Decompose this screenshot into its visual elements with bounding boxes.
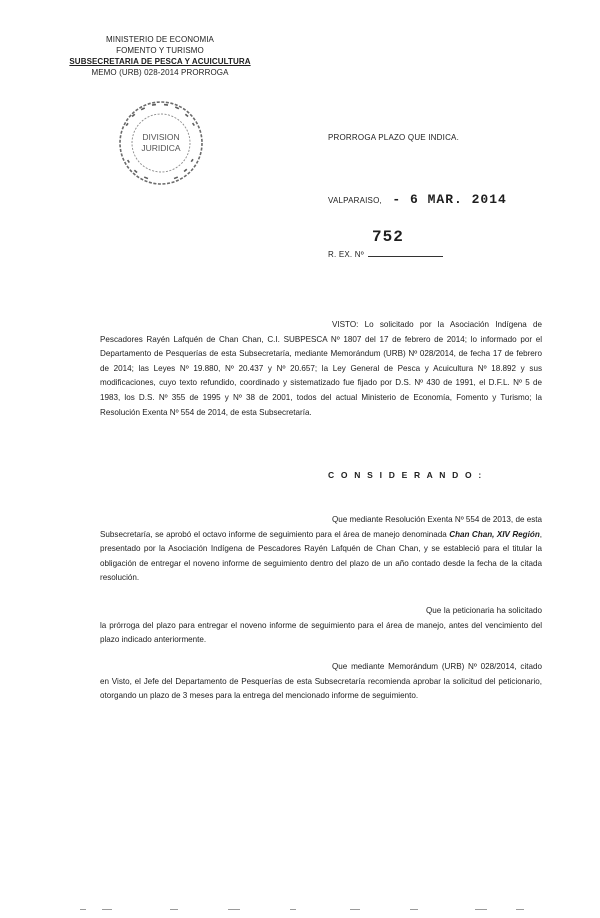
p3-text: Que mediante Memorándum (URB) Nº 028/2014, citado en Visto, el Jefe del Departamento de Pesquerías de esta Subsecretaría recomienda aprobar la solicitud del peticionario, otorgando un plazo de 3 meses para la entrega del mencionado informe de seguimiento. bbox=[100, 662, 542, 701]
p1-text-after: , presentado por la Asociación Indígena de Pescadores Rayén Lafquén de Chan Chan, y se estableció para el titular la obligación de entregar el noveno informe de seguimiento dentro del plazo de un año contado desde la fecha de la citada resolución. bbox=[100, 529, 543, 583]
p2-text: Que la peticionaria ha solicitado la prórroga del plazo para entregar el noveno informe de seguimiento para el área de manejo, antes del vencimiento del plazo indicado anteriormente. bbox=[100, 606, 542, 645]
considerando-heading: C O N S I D E R A N D O : bbox=[328, 470, 484, 480]
ministry-line-2: FOMENTO Y TURISMO bbox=[116, 46, 204, 55]
considerando-paragraph-2 bbox=[100, 604, 542, 648]
visto-lead: VISTO: bbox=[332, 320, 359, 329]
considerando-paragraph-3 bbox=[100, 660, 542, 704]
subject-line: PRORROGA PLAZO QUE INDICA. bbox=[328, 133, 460, 142]
undersecretariat-line: SUBSECRETARIA DE PESCA Y ACUICULTURA bbox=[69, 57, 251, 66]
date-stamp: - 6 MAR. 2014 bbox=[392, 192, 507, 207]
scan-specks bbox=[80, 908, 530, 912]
division-juridica-stamp bbox=[116, 98, 206, 188]
visto-paragraph bbox=[100, 318, 542, 420]
considerando-paragraph-1 bbox=[100, 513, 542, 586]
stamp-line-2: JURIDICA bbox=[141, 143, 181, 153]
p1-text-before: Que mediante Resolución Exenta Nº 554 de 2013, de esta Subsecretaría, se aprobó el octavo informe de seguimiento para el área de manejo denominada bbox=[100, 515, 542, 539]
visto-text: Lo solicitado por la Asociación Indígena de Pescadores Rayén Lafquén de Chan Chan, C.I. SUBPESCA Nº 1807 del 17 de febrero de 2014; lo informado por el Departamento de Pesquerías de esta Subsecretaría, mediante Memorándum (URB) Nº 028/2014, de fecha 17 de febrero de 2014; las Leyes Nº 19.880, Nº 20.437 y Nº 20.657; la Ley General de Pesca y Acuicultura Nº 18.892 y sus modificaciones, cuyo texto refundido, coordinado y sistematizado fue fijado por D.S. Nº 430 de 1991, el D.F.L. Nº 5 de 1983, los D.S. Nº 355 de 1995 y Nº 38 de 2001, todos del actual Ministerio de Economía, Fomento y Turismo; la Resolución Exenta Nº 554 de 2014, de esta Subsecretaría. bbox=[100, 320, 543, 417]
place-label: VALPARAISO, bbox=[328, 196, 382, 205]
ministry-line: MINISTERIO DE ECONOMIA bbox=[106, 35, 214, 44]
memo-reference: MEMO (URB) 028-2014 PRORROGA bbox=[91, 68, 229, 77]
stamp-line-1: DIVISION bbox=[142, 132, 180, 142]
letterhead bbox=[40, 34, 280, 78]
resolution-label: R. EX. Nº bbox=[328, 250, 364, 259]
p1-area-name: Chan Chan, XIV Región bbox=[449, 529, 540, 539]
place-date bbox=[328, 190, 507, 208]
number-blank-line bbox=[368, 256, 443, 257]
resolution-number-stamp: 752 bbox=[372, 228, 404, 246]
resolution-number bbox=[328, 228, 443, 262]
